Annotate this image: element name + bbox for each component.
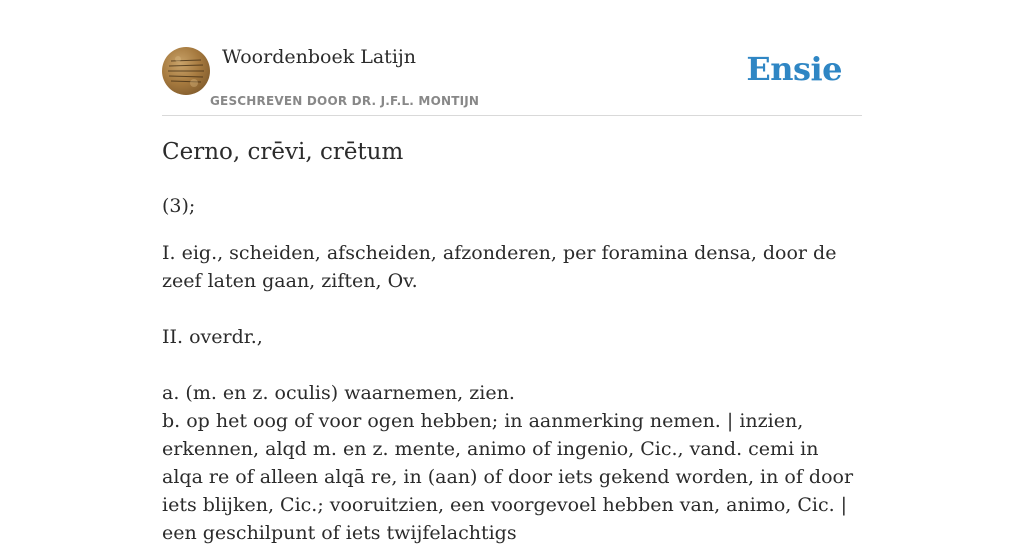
entry-section-literal: I. eig., scheiden, afscheiden, afzonderen, per foramina densa, door de zeef laten gaan, ziften, Ov. (162, 242, 837, 292)
author-byline: GESCHREVEN DOOR DR. J.F.L. MONTIJN (210, 94, 480, 108)
entry-title: Cerno, crēvi, crētum (162, 139, 404, 165)
dictionary-title[interactable]: Woordenboek Latijn (222, 46, 417, 68)
ancient-inscription-logo-icon[interactable] (162, 47, 210, 95)
entry-subsection-b: b. op het oog of voor ogen hebben; in aanmerking nemen. | inzien, erkennen, alqd m. en z. mente, animo of ingenio, Cic., vand. cemi in alqa re of alleen alqā re, in (aan) of door iets gekend worden, in of door iets blijken, Cic.; vooruitzien, een voorgevoel hebben van, animo, Cic. | een geschilpunt of iets twijfelachtigs (162, 410, 854, 544)
entry-content (162, 192, 862, 547)
entry-subsection-a: a. (m. en z. oculis) waarnemen, zien. (162, 382, 515, 404)
ensie-brand-logo[interactable]: Ensie (746, 50, 842, 88)
entry-section-figurative: II. overdr., (162, 326, 263, 348)
site-header (162, 0, 862, 116)
entry-conjugation: (3); (162, 195, 196, 217)
page (162, 0, 862, 544)
